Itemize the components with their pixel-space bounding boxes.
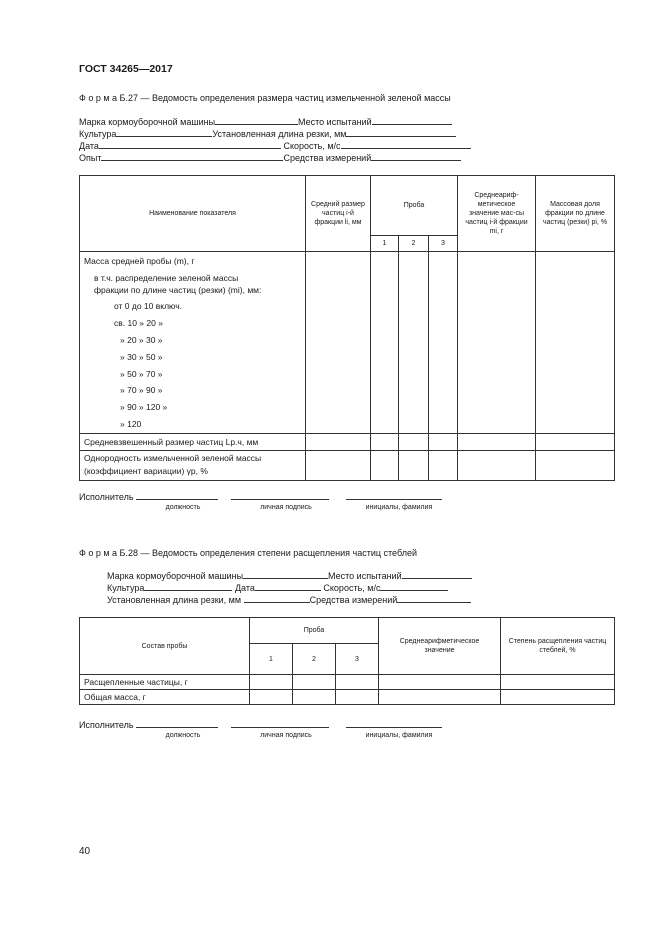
b28-row-label-split: Расщепленные частицы, г [80, 675, 250, 690]
b28-executor-signature-blank[interactable] [231, 718, 329, 728]
row-label-weighted-size: Средневзвешенный размер частиц Lр.ч, мм [80, 433, 306, 450]
table-row-masses [80, 252, 306, 434]
row-label-uniformity-line-2: (коэффициент вариации) γр, % [84, 466, 208, 477]
field-place-blank[interactable] [372, 115, 452, 125]
executor-position-blank[interactable] [136, 490, 218, 500]
cell-uniformity-p3[interactable] [429, 450, 458, 480]
b28-caption-position: должность [165, 732, 201, 739]
b28-place-blank[interactable] [402, 569, 472, 579]
b28-cut-length-label: Установленная длина резки, мм [107, 595, 242, 605]
col-header-indicator: Наименование показателя [80, 176, 306, 252]
b28-col-header-composition: Состав пробы [80, 618, 250, 675]
form-b28-title: Ф о р м а Б.28 — Ведомость определения степени расщепления частиц стеблей [79, 548, 418, 558]
row-label-range-30-50: » 30 » 50 » [120, 351, 163, 362]
form-b27-title: Ф о р м а Б.27 — Ведомость определения размера частиц измельченной зеленой массы [79, 93, 451, 103]
row-label-distribution: в т.ч. распределение зеленой массы [94, 272, 239, 283]
b28-probe-num-2: 2 [293, 644, 336, 675]
b28-place-label: Место испытаний [328, 571, 402, 581]
field-cut-length-blank[interactable] [346, 127, 456, 137]
col-header-avg-size: Средний размер частиц i-й фракции li, мм [306, 176, 371, 252]
b28-col-header-degree: Степень расщепления частиц стеблей, % [501, 618, 615, 675]
row-label-range-70-90: » 70 » 90 » [120, 385, 163, 396]
cell-mean[interactable] [458, 252, 536, 434]
b28-cell-total-degree[interactable] [501, 690, 615, 705]
b28-date-blank[interactable] [255, 581, 321, 591]
row-label-range-50-70: » 50 » 70 » [120, 368, 163, 379]
field-experiment-blank[interactable] [101, 151, 283, 161]
probe-num-1: 1 [371, 236, 399, 252]
field-experiment-label: Опыт [79, 153, 102, 163]
b28-instruments-blank[interactable] [397, 593, 471, 603]
executor-label: Исполнитель [79, 492, 134, 502]
page-number: 40 [79, 846, 91, 857]
b28-col-header-probe: Проба [250, 618, 379, 644]
field-crop-label: Культура [79, 129, 117, 139]
b28-probe-num-1: 1 [250, 644, 293, 675]
cell-probe-1[interactable] [371, 252, 399, 434]
row-label-uniformity [80, 450, 306, 480]
b28-date-label: Дата [234, 583, 255, 593]
caption-name: инициалы, фамилия [365, 504, 433, 511]
field-crop-blank[interactable] [116, 127, 212, 137]
field-machine-blank[interactable] [215, 115, 298, 125]
cell-weighted-p2[interactable] [399, 433, 429, 450]
row-label-fractions: фракции по длине частиц (резки) (mi), мм: [94, 284, 262, 295]
b28-col-header-mean: Среднеарифметическое значение [379, 618, 501, 675]
field-date-label: Дата [79, 141, 99, 151]
form-b28-executor [79, 718, 442, 730]
field-speed-label: Скорость, м/с [283, 141, 341, 151]
cell-weighted-avg[interactable] [306, 433, 371, 450]
cell-weighted-mean[interactable] [458, 433, 536, 450]
b28-cell-total-p3[interactable] [336, 690, 379, 705]
cell-uniformity-share[interactable] [536, 450, 615, 480]
b28-cell-total-mean[interactable] [379, 690, 501, 705]
b28-crop-label: Культура [107, 583, 145, 593]
col-header-probe: Проба [371, 176, 458, 236]
b28-caption-name: инициалы, фамилия [365, 732, 433, 739]
form-b27-table [79, 175, 615, 481]
b28-executor-label: Исполнитель [79, 720, 134, 730]
b28-cell-split-p1[interactable] [250, 675, 293, 690]
b28-probe-num-3: 3 [336, 644, 379, 675]
form-b28-field-row-1 [107, 569, 472, 581]
col-header-mean-mass: Среднеариф-метическое значение мас-сы частиц i-й фракции mi, г [458, 176, 536, 252]
b28-cell-total-p2[interactable] [293, 690, 336, 705]
cell-weighted-share[interactable] [536, 433, 615, 450]
cell-uniformity-p2[interactable] [399, 450, 429, 480]
form-b28-field-row-3 [107, 593, 471, 605]
document-header: ГОСТ 34265—2017 [79, 63, 173, 75]
field-date-blank[interactable] [99, 139, 281, 149]
b28-speed-label: Скорость, м/с [323, 583, 381, 593]
b28-caption-signature: личная подпись [260, 732, 312, 739]
cell-weighted-p1[interactable] [371, 433, 399, 450]
row-label-range-10-20: св. 10 » 20 » [114, 318, 163, 329]
executor-signature-blank[interactable] [231, 490, 329, 500]
b28-cell-total-p1[interactable] [250, 690, 293, 705]
field-speed-blank[interactable] [341, 139, 471, 149]
cell-uniformity-p1[interactable] [371, 450, 399, 480]
b28-cut-length-blank[interactable] [244, 593, 310, 603]
field-machine-label: Марка кормоуборочной машины [79, 117, 216, 127]
field-place-label: Место испытаний [298, 117, 372, 127]
row-label-range-0-10: от 0 до 10 включ. [114, 301, 183, 312]
cell-weighted-p3[interactable] [429, 433, 458, 450]
probe-num-3: 3 [429, 236, 458, 252]
cell-uniformity-avg[interactable] [306, 450, 371, 480]
row-label-sample-mass: Масса средней пробы (m), г [84, 256, 195, 266]
cell-uniformity-mean[interactable] [458, 450, 536, 480]
b28-machine-label: Марка кормоуборочной машины [107, 571, 244, 581]
b28-executor-position-blank[interactable] [136, 718, 218, 728]
executor-name-blank[interactable] [346, 490, 442, 500]
b28-cell-split-p3[interactable] [336, 675, 379, 690]
field-instruments-label: Средства измерений [283, 153, 372, 163]
row-label-range-20-30: » 20 » 30 » [120, 334, 163, 345]
b28-cell-split-degree[interactable] [501, 675, 615, 690]
field-instruments-blank[interactable] [371, 151, 461, 161]
caption-signature: личная подпись [260, 504, 312, 511]
form-b27-field-row-4 [79, 151, 461, 163]
b28-cell-split-p2[interactable] [293, 675, 336, 690]
form-b27-executor [79, 490, 442, 502]
cell-avg-size[interactable] [306, 252, 371, 434]
row-label-range-90-120: » 90 » 120 » [120, 402, 168, 413]
row-label-uniformity-line-1: Однородность измельченной зеленой массы [84, 453, 262, 464]
field-cut-length-label: Установленная длина резки, мм [212, 129, 347, 139]
cell-probe-2[interactable] [399, 252, 429, 434]
col-header-mass-share: Массовая доля фракции по длине частиц (резки) pi, % [536, 176, 615, 252]
row-label-range-120: » 120 [120, 418, 142, 429]
b28-instruments-label: Средства измерений [309, 595, 398, 605]
form-b28-field-row-2 [107, 581, 448, 593]
cell-probe-3[interactable] [429, 252, 458, 434]
b28-executor-name-blank[interactable] [346, 718, 442, 728]
b28-cell-split-mean[interactable] [379, 675, 501, 690]
form-b27-field-row-2 [79, 127, 456, 139]
b28-row-label-total: Общая масса, г [80, 690, 250, 705]
b28-machine-blank[interactable] [243, 569, 328, 579]
form-b27-field-row-1 [79, 115, 452, 127]
b28-speed-blank[interactable] [380, 581, 448, 591]
probe-num-2: 2 [399, 236, 429, 252]
form-b28-table [79, 617, 615, 705]
b28-crop-blank[interactable] [144, 581, 232, 591]
cell-share[interactable] [536, 252, 615, 434]
form-b27-field-row-3 [79, 139, 471, 151]
caption-position: должность [165, 504, 201, 511]
